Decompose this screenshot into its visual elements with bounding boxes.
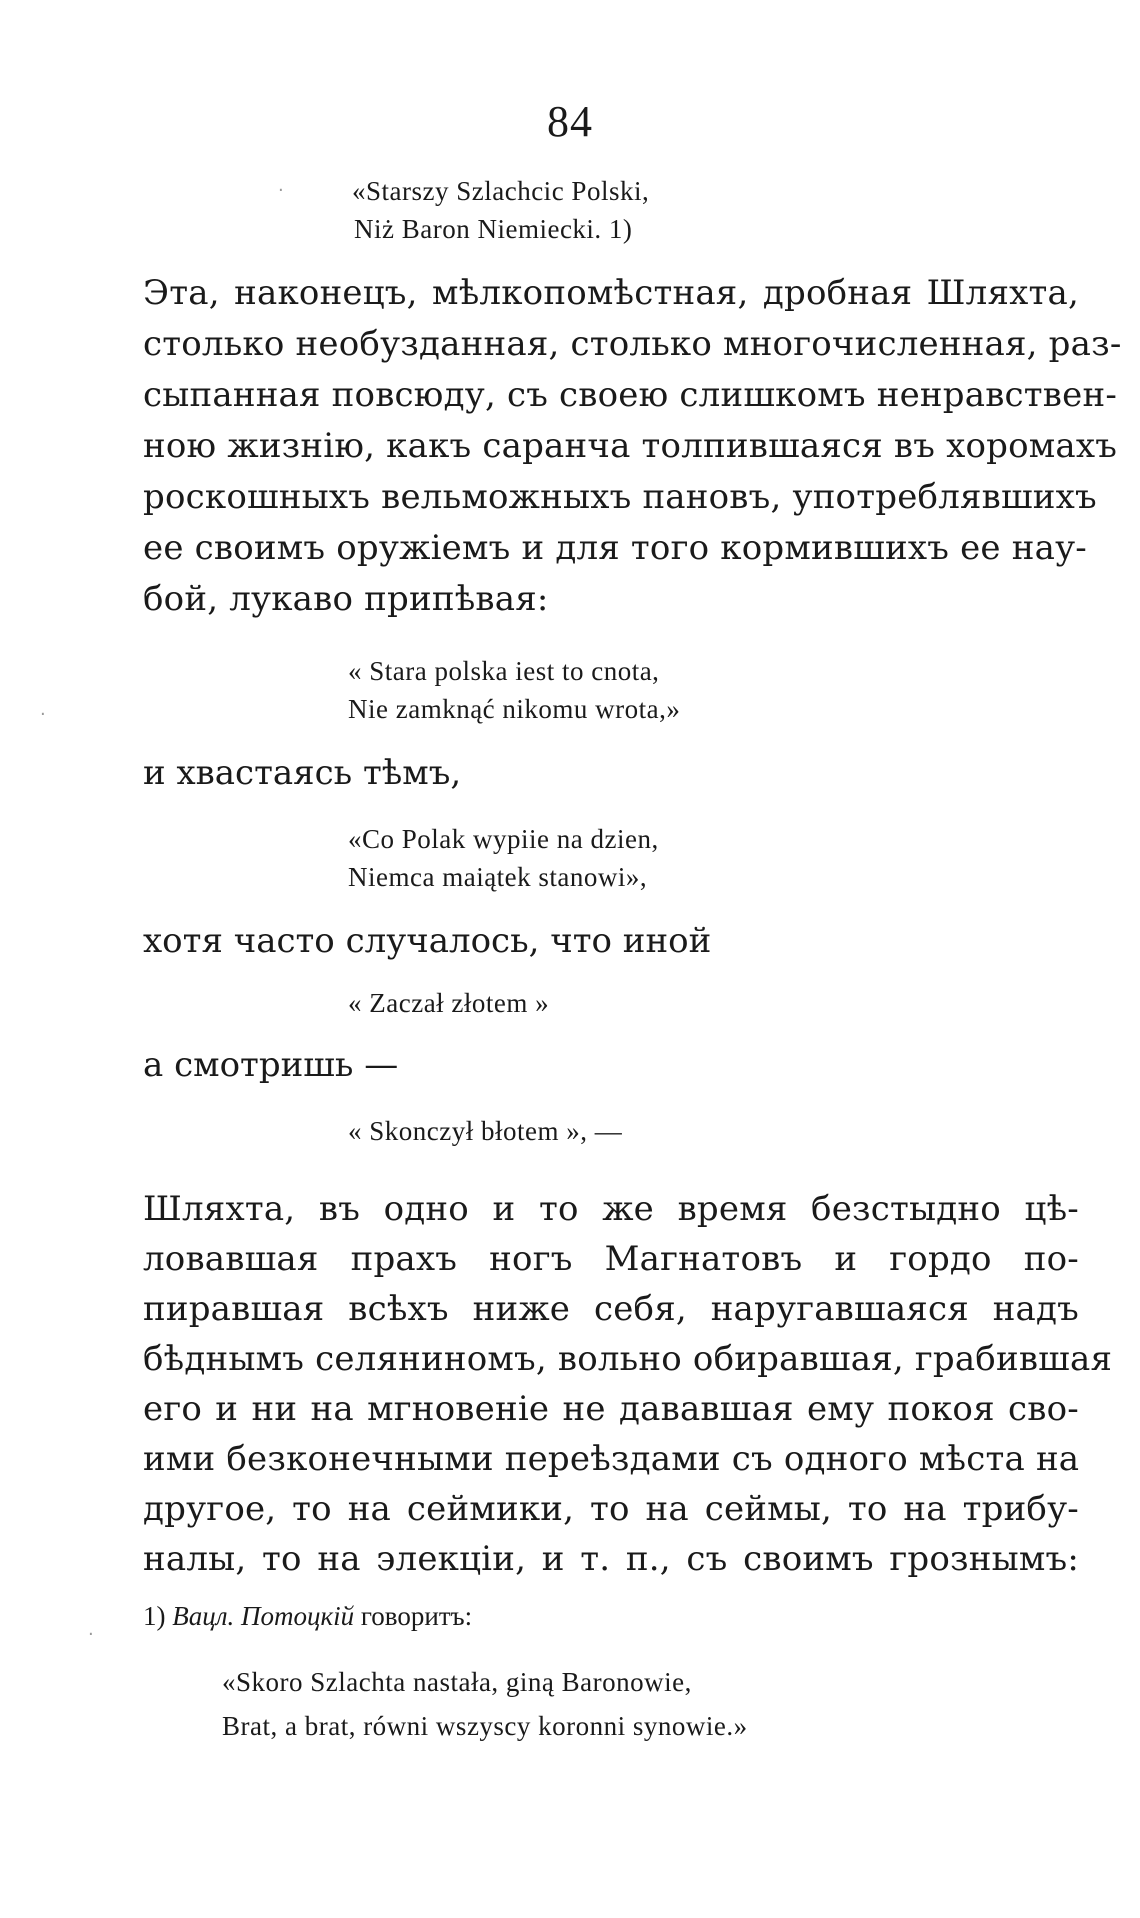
text-line: сыпанная повсюду, съ своею слишкомъ ненравствен- bbox=[143, 375, 1118, 415]
line-look: а смотришь — bbox=[143, 1045, 399, 1085]
footnote-says: говоритъ: bbox=[360, 1601, 473, 1631]
text-line: ловавшая прахъ ногъ Магнатовъ и гордо по- bbox=[143, 1239, 1079, 1279]
verse-line: «Co Polak wypiie na dzien, bbox=[348, 824, 659, 854]
line-boasting: и хвастаясь тѣмъ, bbox=[143, 753, 462, 793]
scan-speck: · bbox=[278, 180, 284, 201]
text-line: столько необузданная, столько многочисленная, раз- bbox=[143, 324, 1122, 364]
text-line: роскошныхъ вельможныхъ пановъ, употреблявшихъ bbox=[143, 477, 1097, 517]
page-number: 84 bbox=[547, 97, 593, 146]
verse-line: « Skonczył błotem », — bbox=[348, 1116, 623, 1146]
verse-line: Brat, a brat, równi wszyscy koronni synowie.» bbox=[222, 1711, 748, 1741]
text-line: ими безконечными переѣздами съ одного мѣста на bbox=[143, 1439, 1080, 1479]
verse-zaczal-zlotem bbox=[348, 984, 549, 1022]
footnote-verse bbox=[222, 1660, 748, 1748]
scan-speck: · bbox=[88, 1624, 94, 1645]
scan-speck: · bbox=[40, 704, 46, 725]
verse-line: « Zaczał złotem » bbox=[348, 988, 550, 1018]
verse-line: «Starszy Szlachcic Polski, bbox=[352, 176, 650, 206]
text-line: бѣднымъ селяниномъ, вольно обиравшая, грабившая bbox=[143, 1339, 1113, 1379]
verse-co-polak bbox=[348, 820, 659, 896]
verse-skonczyl-blotem bbox=[348, 1112, 622, 1150]
verse-starszy-szlachcic bbox=[352, 172, 649, 248]
text-line: ною жизнію, какъ саранча толпившаяся въ хоромахъ bbox=[143, 426, 1118, 466]
paragraph-shlyakhta-1 bbox=[143, 268, 1122, 625]
footnote-marker: 1) bbox=[143, 1601, 166, 1631]
footnote-author: Вацл. Потоцкій bbox=[172, 1601, 355, 1631]
verse-line: «Skoro Szlachta nastała, giną Baronowie, bbox=[222, 1667, 692, 1697]
text-line: Шляхта, въ одно и то же время безстыдно цѣ- bbox=[143, 1189, 1079, 1229]
text-line: ее своимъ оружіемъ и для того кормившихъ ее нау- bbox=[143, 528, 1087, 568]
paragraph-shlyakhta-2 bbox=[143, 1184, 1113, 1584]
verse-line: Niż Baron Niemiecki. 1) bbox=[354, 214, 633, 244]
text-line: другое, то на сеймики, то на сеймы, то на трибу- bbox=[143, 1489, 1079, 1529]
verse-stara-polska bbox=[348, 652, 680, 728]
footnote-heading bbox=[143, 1596, 472, 1636]
text-line: бой, лукаво припѣвая: bbox=[143, 579, 549, 619]
line-although: хотя часто случалось, что иной bbox=[143, 921, 712, 961]
verse-line: « Stara polska iest to cnota, bbox=[348, 656, 660, 686]
text-line: налы, то на элекціи, и т. п., съ своимъ грознымъ: bbox=[143, 1539, 1079, 1579]
text-line: пиравшая всѣхъ ниже себя, наругавшаяся надъ bbox=[143, 1289, 1079, 1329]
verse-line: Niemca maiątek stanowi», bbox=[348, 862, 648, 892]
text-line: его и ни на мгновеніе не дававшая ему покоя сво- bbox=[143, 1389, 1079, 1429]
text-line: Эта, наконецъ, мѣлкопомѣстная, дробная Шляхта, bbox=[143, 273, 1079, 313]
verse-line: Nie zamknąć nikomu wrota,» bbox=[348, 694, 681, 724]
